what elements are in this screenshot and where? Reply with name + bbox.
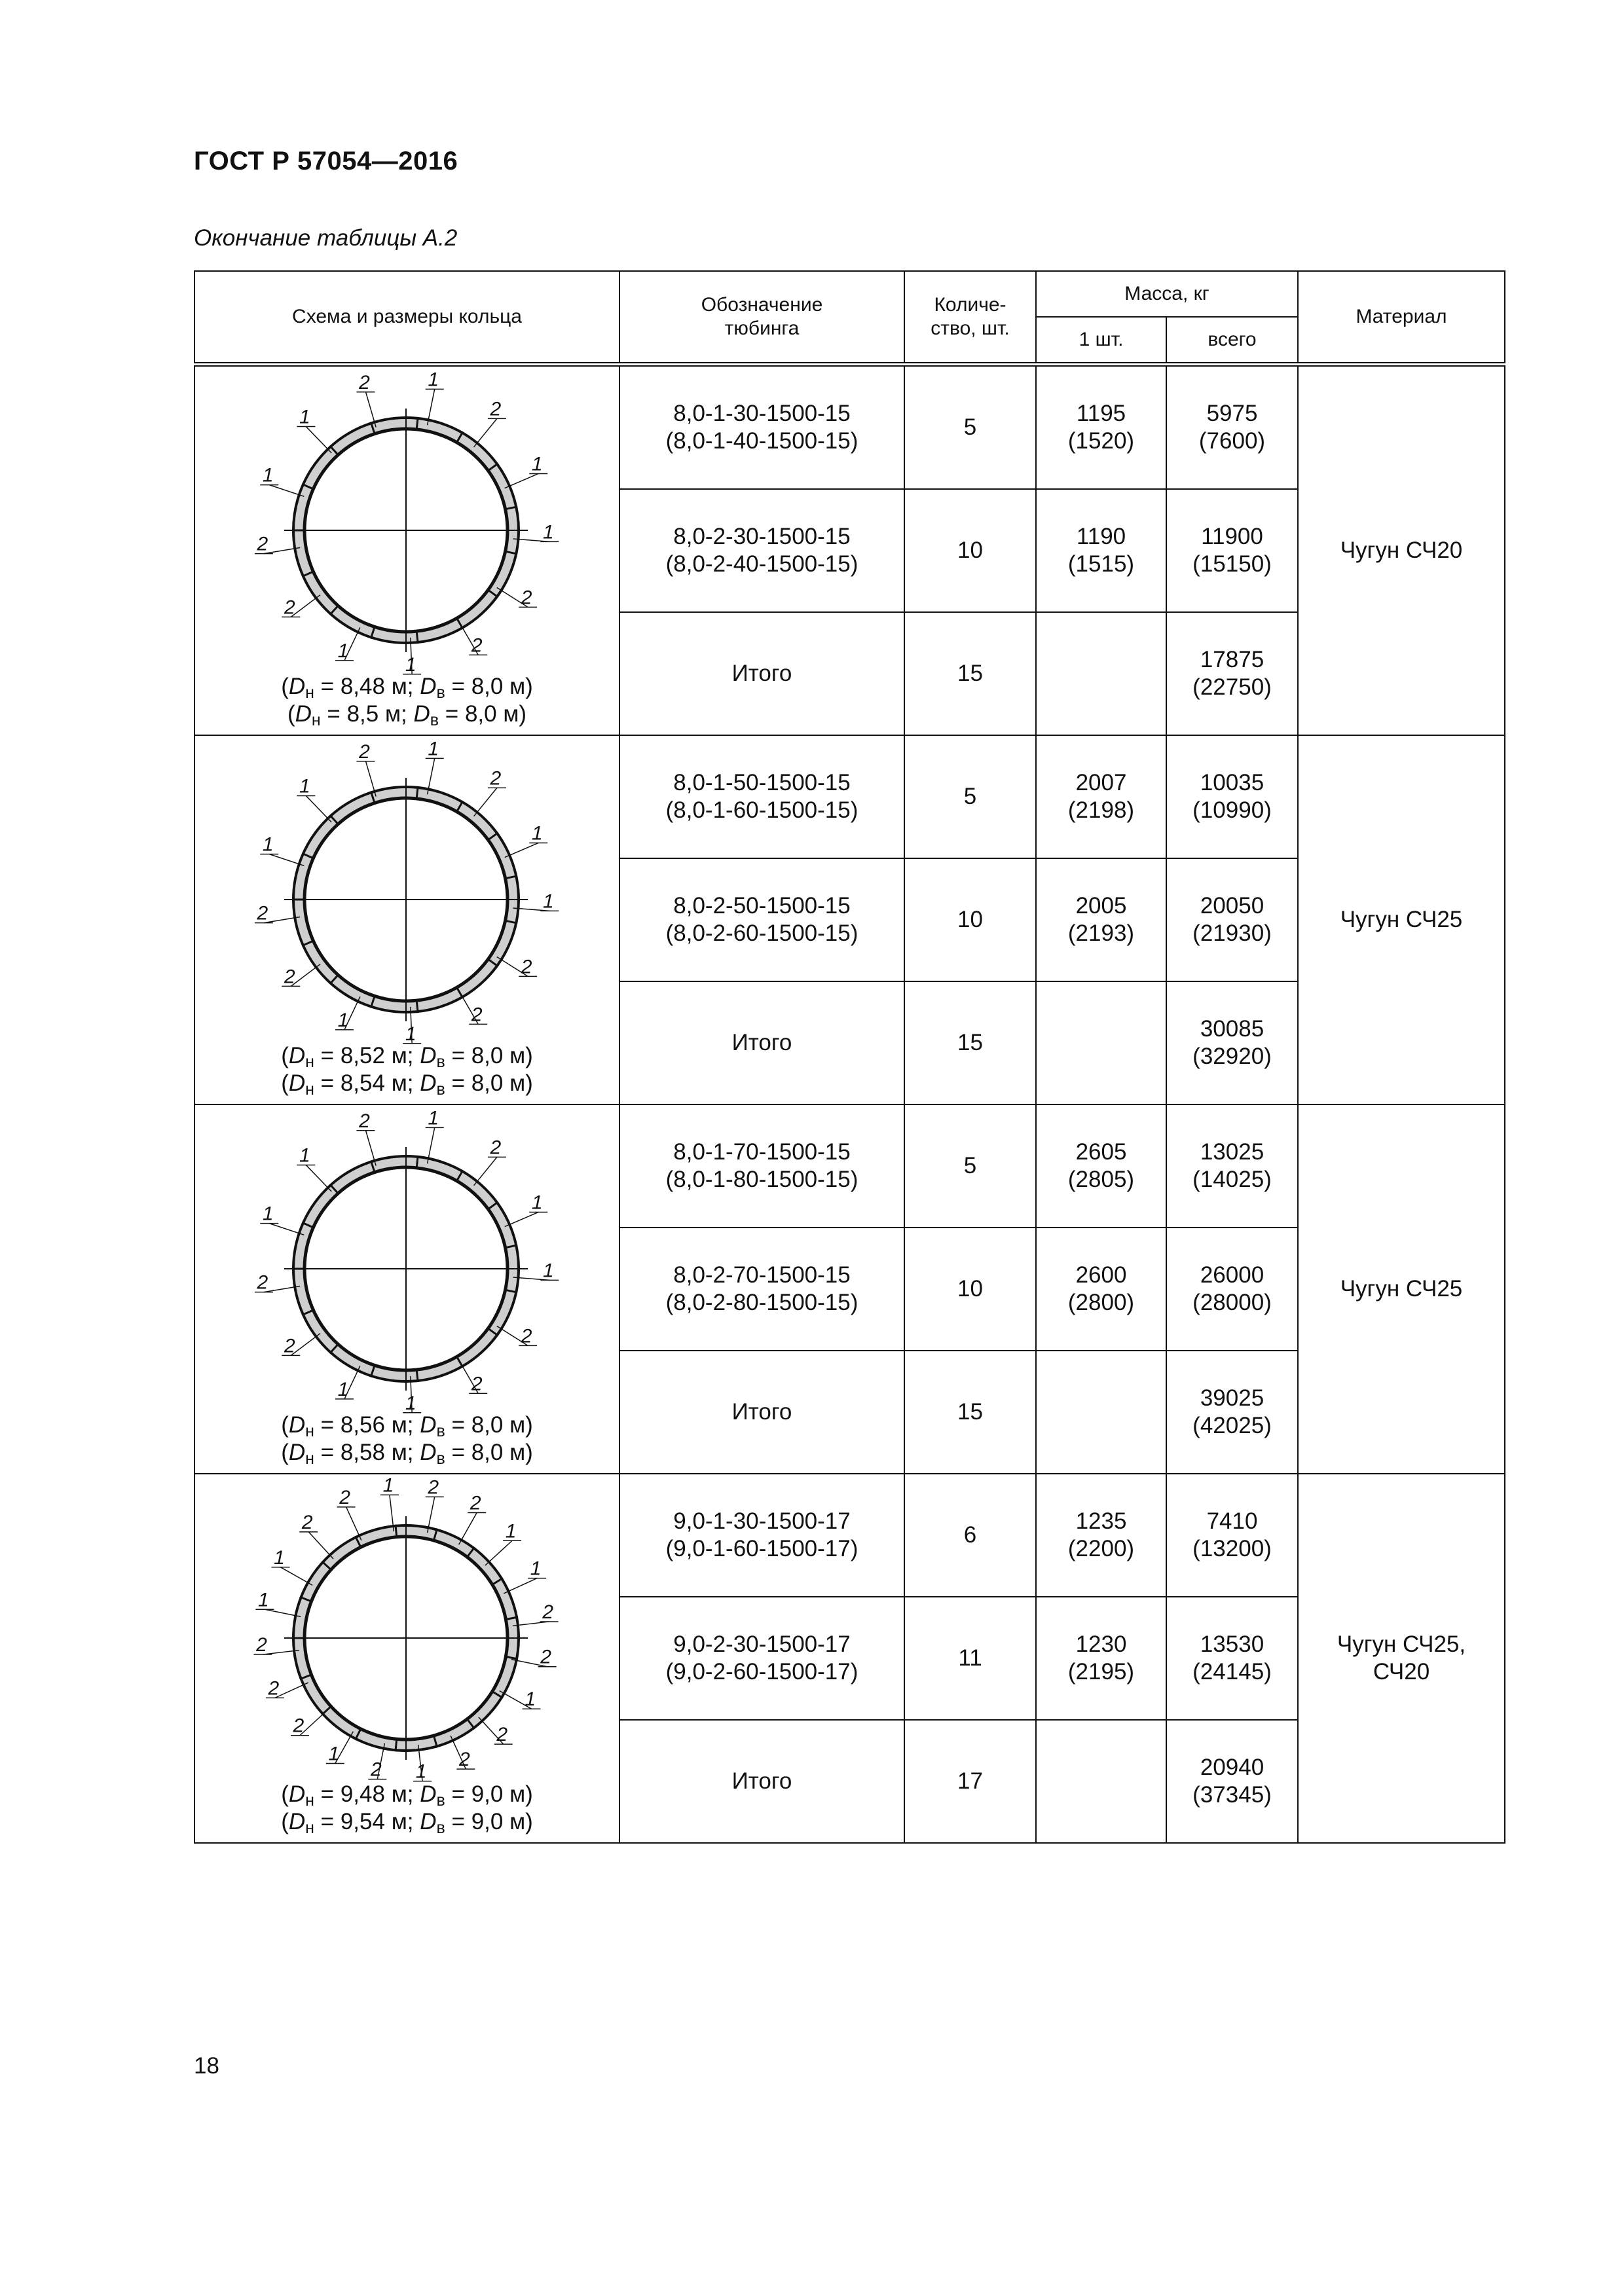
- col-quantity-header: Количе- ство, шт.: [904, 271, 1036, 365]
- quantity-cell: 10: [904, 858, 1036, 981]
- segment-type-label: 2: [268, 1677, 280, 1700]
- quantity-cell: 15: [904, 1351, 1036, 1474]
- segment-type-label: 2: [490, 767, 502, 790]
- segment-type-label: 1: [262, 464, 274, 486]
- segment-type-label: 1: [530, 1558, 542, 1580]
- segment-type-label: 1: [405, 1023, 416, 1045]
- segment-type-label: 1: [262, 1203, 274, 1225]
- ring-diagram: [195, 1476, 618, 1783]
- mass-total-cell: 5975 (7600): [1166, 365, 1298, 490]
- ring-diagram: [195, 1106, 618, 1414]
- designation-cell: Итого: [619, 612, 904, 735]
- designation-cell: Итого: [619, 981, 904, 1104]
- mass-total-cell: 26000 (28000): [1166, 1228, 1298, 1351]
- ring-scheme-cell: [194, 1104, 619, 1474]
- segment-type-label: 1: [258, 1589, 269, 1611]
- table-row: [194, 735, 1505, 858]
- ring-dimensions: ($D_н = 9,48$ м; $D_в = 9,0$ м) ($D_н = 9,54$ м; $D_в = 9,0$ м): [281, 1781, 533, 1837]
- segment-type-label: 1: [542, 890, 554, 913]
- mass-total-cell: 13025 (14025): [1166, 1104, 1298, 1228]
- segment-type-label: 1: [542, 1260, 554, 1282]
- segment-type-label: 1: [428, 738, 439, 760]
- segment-type-label: 2: [471, 1004, 483, 1026]
- material-cell: Чугун СЧ20: [1298, 365, 1505, 736]
- table-row: [194, 365, 1505, 490]
- segment-type-label: 2: [257, 533, 268, 555]
- mass-one-cell: 1190 (1515): [1036, 489, 1166, 612]
- segment-type-label: 2: [490, 398, 502, 420]
- mass-one-cell: 1230 (2195): [1036, 1597, 1166, 1720]
- segment-type-label: 1: [415, 1760, 427, 1783]
- quantity-cell: 5: [904, 1104, 1036, 1228]
- segment-type-label: 1: [531, 1192, 543, 1214]
- segment-type-label: 1: [262, 833, 274, 856]
- segment-type-label: 2: [256, 1634, 267, 1656]
- mass-total-cell: 20050 (21930): [1166, 858, 1298, 981]
- mass-one-cell: [1036, 981, 1166, 1104]
- quantity-cell: 10: [904, 1228, 1036, 1351]
- ring-scheme-cell: [194, 365, 619, 736]
- ring-dimensions: ($D_н = 8,56$ м; $D_в = 8,0$ м) ($D_н = 8,58$ м; $D_в = 8,0$ м): [281, 1412, 533, 1468]
- material-cell: Чугун СЧ25: [1298, 1104, 1505, 1474]
- segment-type-label: 2: [521, 587, 532, 609]
- ring-diagram: [195, 737, 618, 1045]
- mass-one-cell: 1195 (1520): [1036, 365, 1166, 490]
- segment-type-label: 2: [459, 1749, 470, 1771]
- designation-cell: 8,0-1-50-1500-15 (8,0-1-60-1500-15): [619, 735, 904, 858]
- mass-one-cell: [1036, 612, 1166, 735]
- segment-type-label: 1: [405, 1392, 416, 1414]
- segment-type-label: 2: [257, 1271, 268, 1294]
- col-designation-header: Обозначение тюбинга: [619, 271, 904, 365]
- mass-total-cell: 7410 (13200): [1166, 1474, 1298, 1597]
- designation-cell: 8,0-2-30-1500-15 (8,0-2-40-1500-15): [619, 489, 904, 612]
- col-material-header: Материал: [1298, 271, 1505, 365]
- segment-type-label: 2: [471, 1373, 483, 1395]
- material-cell: Чугун СЧ25, СЧ20: [1298, 1474, 1505, 1843]
- segment-type-label: 2: [284, 966, 295, 988]
- ring-scheme-cell: [194, 1474, 619, 1843]
- ring-diagram: [195, 368, 618, 676]
- segments-table: [194, 270, 1505, 1844]
- segment-type-label: 1: [337, 1009, 349, 1031]
- mass-total-cell: 10035 (10990): [1166, 735, 1298, 858]
- mass-total-cell: 11900 (15150): [1166, 489, 1298, 612]
- segment-type-label: 2: [470, 1492, 481, 1514]
- mass-total-cell: 20940 (37345): [1166, 1720, 1298, 1843]
- table-header-row: [194, 271, 1505, 317]
- mass-one-cell: [1036, 1351, 1166, 1474]
- designation-cell: 8,0-2-70-1500-15 (8,0-2-80-1500-15): [619, 1228, 904, 1351]
- quantity-cell: 17: [904, 1720, 1036, 1843]
- mass-one-cell: [1036, 1720, 1166, 1843]
- table-row: [194, 1104, 1505, 1228]
- segment-type-label: 2: [496, 1724, 508, 1746]
- mass-one-cell: 2005 (2193): [1036, 858, 1166, 981]
- segment-type-label: 1: [274, 1546, 285, 1569]
- segment-type-label: 1: [428, 1107, 439, 1129]
- col-mass-header: Масса, кг: [1036, 271, 1298, 317]
- segment-type-label: 2: [370, 1758, 382, 1781]
- quantity-cell: 6: [904, 1474, 1036, 1597]
- mass-total-cell: 30085 (32920): [1166, 981, 1298, 1104]
- segment-type-label: 1: [299, 1144, 310, 1167]
- segment-type-label: 1: [337, 640, 349, 662]
- mass-total-cell: 17875 (22750): [1166, 612, 1298, 735]
- segment-type-label: 1: [531, 822, 543, 845]
- table-body: [194, 365, 1505, 1844]
- material-cell: Чугун СЧ25: [1298, 735, 1505, 1104]
- designation-cell: 9,0-2-30-1500-17 (9,0-2-60-1500-17): [619, 1597, 904, 1720]
- page-number: 18: [194, 2053, 219, 2079]
- segment-type-label: 2: [428, 1476, 439, 1499]
- document-header: ГОСТ Р 57054—2016: [194, 147, 458, 175]
- segment-type-label: 1: [299, 775, 310, 797]
- designation-cell: 8,0-1-30-1500-15 (8,0-1-40-1500-15): [619, 365, 904, 490]
- designation-cell: 9,0-1-30-1500-17 (9,0-1-60-1500-17): [619, 1474, 904, 1597]
- segment-type-label: 1: [531, 453, 543, 475]
- segment-type-label: 2: [293, 1715, 304, 1737]
- segment-type-label: 2: [490, 1137, 502, 1159]
- segment-type-label: 2: [521, 1325, 532, 1347]
- table-caption: Окончание таблицы А.2: [194, 225, 458, 251]
- segment-type-label: 2: [257, 902, 268, 924]
- segment-type-label: 2: [359, 371, 370, 393]
- mass-one-cell: 2007 (2198): [1036, 735, 1166, 858]
- segment-type-label: 2: [540, 1646, 551, 1668]
- table-row: [194, 1474, 1505, 1597]
- segment-type-label: 2: [359, 740, 370, 763]
- segment-type-label: 2: [542, 1601, 553, 1623]
- quantity-cell: 11: [904, 1597, 1036, 1720]
- designation-cell: 8,0-2-50-1500-15 (8,0-2-60-1500-15): [619, 858, 904, 981]
- col-mass-total-header: всего: [1166, 317, 1298, 365]
- segment-type-label: 1: [337, 1378, 349, 1400]
- segment-type-label: 2: [471, 634, 483, 657]
- col-mass-one-header: 1 шт.: [1036, 317, 1166, 365]
- mass-one-cell: 2605 (2805): [1036, 1104, 1166, 1228]
- quantity-cell: 15: [904, 612, 1036, 735]
- segment-type-label: 1: [525, 1688, 536, 1711]
- segment-type-label: 1: [382, 1476, 394, 1497]
- segment-type-label: 2: [359, 1110, 370, 1132]
- quantity-cell: 15: [904, 981, 1036, 1104]
- segment-type-label: 1: [428, 369, 439, 391]
- segment-type-label: 2: [339, 1486, 350, 1508]
- col-scheme-header: Схема и размеры кольца: [194, 271, 619, 365]
- mass-total-cell: 39025 (42025): [1166, 1351, 1298, 1474]
- segment-type-label: 2: [284, 1335, 295, 1357]
- segment-type-label: 1: [405, 653, 416, 676]
- segment-type-label: 2: [521, 956, 532, 978]
- ring-scheme-cell: [194, 735, 619, 1104]
- quantity-cell: 10: [904, 489, 1036, 612]
- quantity-cell: 5: [904, 365, 1036, 490]
- segment-type-label: 2: [284, 596, 295, 619]
- ring-dimensions: ($D_н = 8,52$ м; $D_в = 8,0$ м) ($D_н = 8,54$ м; $D_в = 8,0$ м): [281, 1043, 533, 1099]
- designation-cell: Итого: [619, 1720, 904, 1843]
- segment-type-label: 2: [301, 1511, 313, 1533]
- designation-cell: Итого: [619, 1351, 904, 1474]
- segment-type-label: 1: [542, 521, 554, 543]
- mass-one-cell: 2600 (2800): [1036, 1228, 1166, 1351]
- quantity-cell: 5: [904, 735, 1036, 858]
- segment-type-label: 1: [299, 406, 310, 428]
- segment-type-label: 1: [328, 1743, 340, 1765]
- designation-cell: 8,0-1-70-1500-15 (8,0-1-80-1500-15): [619, 1104, 904, 1228]
- ring-dimensions: ($D_н = 8,48$ м; $D_в = 8,0$ м) ($D_н = 8,5$ м; $D_в = 8,0$ м): [281, 674, 533, 729]
- mass-total-cell: 13530 (24145): [1166, 1597, 1298, 1720]
- segment-type-label: 1: [505, 1520, 517, 1542]
- mass-one-cell: 1235 (2200): [1036, 1474, 1166, 1597]
